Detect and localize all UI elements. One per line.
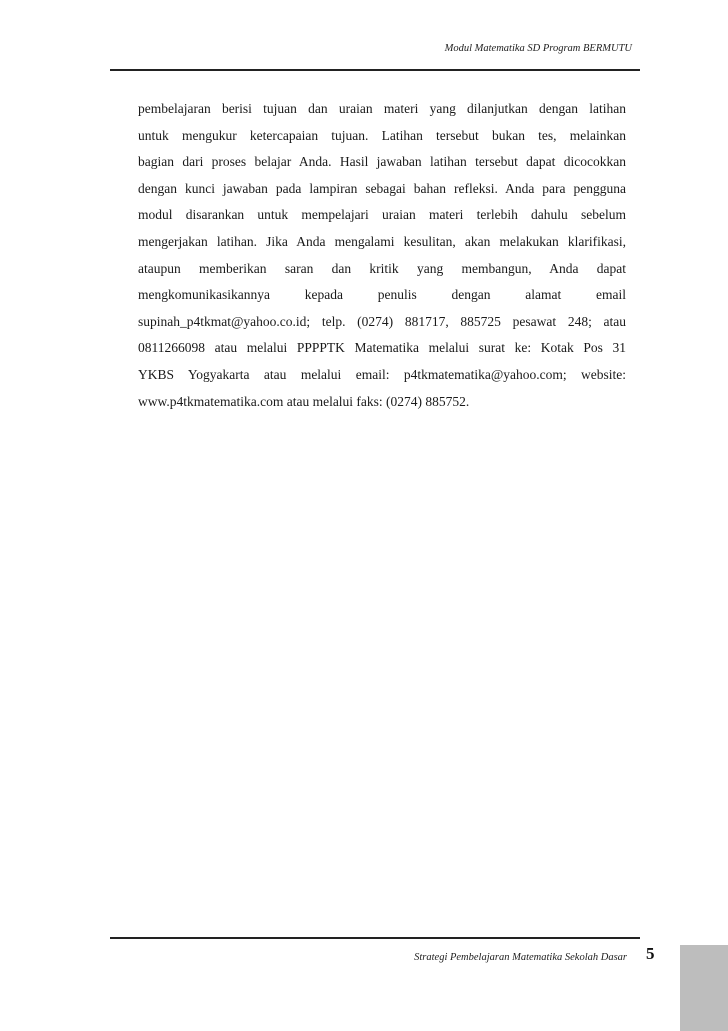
header-divider (110, 69, 640, 71)
paragraph-line: modul disarankan untuk mempelajari uraian materi terlebih dahulu sebelum (138, 207, 626, 223)
paragraph-line: dengan kunci jawaban pada lampiran sebagai bahan refleksi. Anda para pengguna (138, 180, 626, 196)
paragraph-line: pembelajaran berisi tujuan dan uraian materi yang dilanjutkan dengan latihan (138, 101, 626, 116)
paragraph-line: 0811266098 atau melalui PPPPTK Matematika melalui surat ke: Kotak Pos 31 (138, 340, 626, 356)
paragraph-line: untuk mengukur ketercapaian tujuan. Latihan tersebut bukan tes, melainkan (138, 127, 626, 143)
paragraph-line: mengkomunikasikannya kepada penulis dengan alamat email (138, 287, 626, 303)
paragraph-line: supinah_p4tkmat@yahoo.co.id; telp. (0274) 881717, 885725 pesawat 248; atau (138, 313, 626, 329)
running-footer: Strategi Pembelajaran Matematika Sekolah Dasar (414, 952, 627, 963)
paragraph-line: YKBS Yogyakarta atau melalui email: p4tkmatematika@yahoo.com; website: (138, 366, 626, 382)
page-corner-tab (680, 945, 728, 1031)
body-paragraph (138, 96, 626, 415)
paragraph-line: ataupun memberikan saran dan kritik yang membangun, Anda dapat (138, 260, 626, 276)
paragraph-line: bagian dari proses belajar Anda. Hasil jawaban latihan tersebut dapat dicocokkan (138, 154, 626, 170)
page-number: 5 (646, 944, 655, 963)
paragraph-line: mengerjakan latihan. Jika Anda mengalami kesulitan, akan melakukan klarifikasi, (138, 233, 626, 249)
running-header: Modul Matematika SD Program BERMUTU (444, 43, 632, 54)
footer-divider (110, 937, 640, 939)
paragraph-line: www.p4tkmatematika.com atau melalui faks: (0274) 885752. (138, 393, 470, 409)
